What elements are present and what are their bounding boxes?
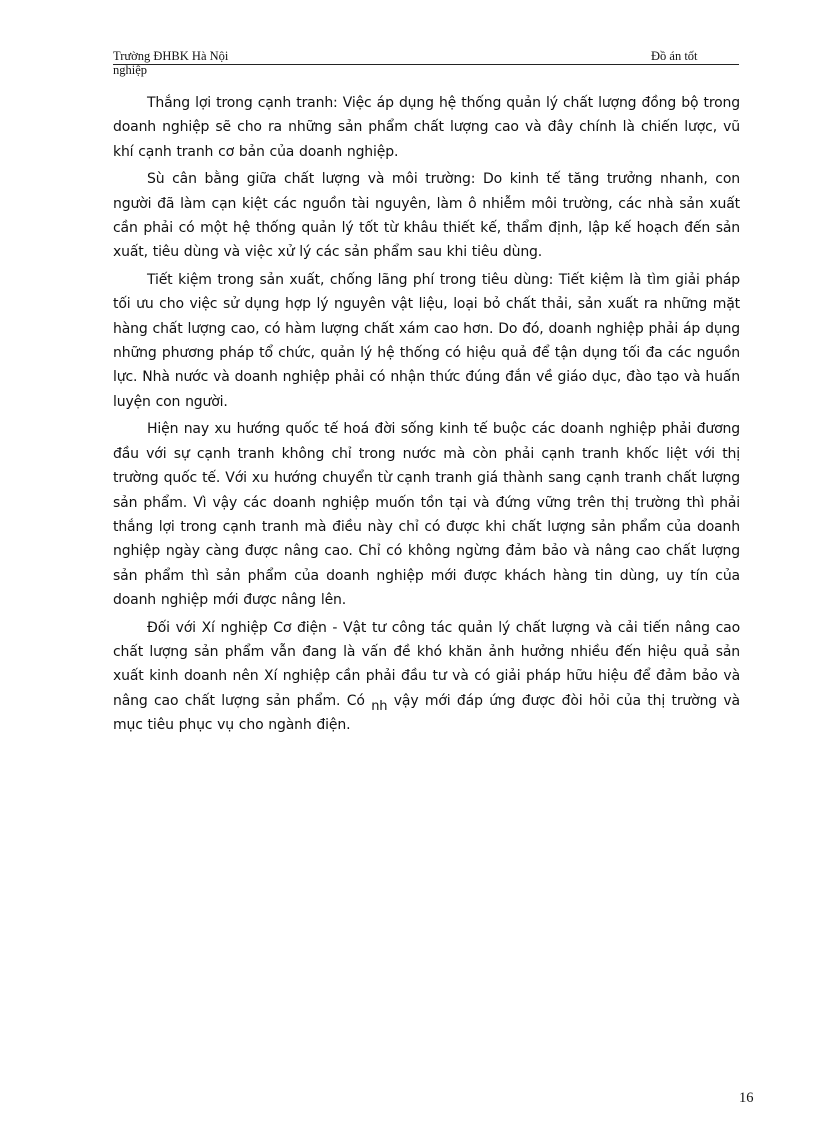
subscript-text: nh	[371, 698, 388, 714]
document-body	[113, 91, 740, 741]
paragraph: Thắng lợi trong cạnh tranh: Việc áp dụng hệ thống quản lý chất lượng đồng bộ trong doanh nghiệp sẽ cho ra những sản phẩm chất lượng cao và đây chính là chiến lược, vũ khí cạnh tranh cơ bản của doanh nghiệp.	[113, 95, 740, 160]
header-school-cont: nghiệp	[113, 63, 148, 77]
header-doc-type: Đồ án tốt	[651, 49, 698, 63]
header-school-name: Trường ĐHBK Hà Nội	[113, 49, 229, 63]
paragraph: Sù cân bằng giữa chất lượng và môi trường: Do kinh tế tăng trưởng nhanh, con người đã làm cạn kiệt các nguồn tài nguyên, làm ô nhiễm môi trường, các nhà sản xuất cần phải có một hệ thống quản lý tốt từ khâu thiết kế, thẩm định, lập kế hoạch đến sản xuất, tiêu dùng và việc xử lý các sản phẩm sau khi tiêu dùng.	[113, 171, 740, 261]
paragraph-last-after: vậy mới đáp ứng được đòi hỏi của thị trường và mục tiêu phục vụ cho ngành điện.	[113, 692, 740, 734]
page-number: 16	[739, 1090, 754, 1106]
paragraph-last-before: Đối với Xí nghiệp Cơ điện - Vật tư công tác quản lý chất lượng và cải tiến nâng cao chất lượng sản phẩm vẫn đang là vấn đề khó khăn ảnh hưởng nhiều đến hiệu quả sản xuất kinh doanh nên Xí nghiệp cần phải đầu tư và có giải pháp hữu hiệu để đảm bảo và nâng cao chất lượng sản phẩm. Có	[113, 619, 740, 709]
paragraph: Tiết kiệm trong sản xuất, chống lãng phí trong tiêu dùng: Tiết kiệm là tìm giải pháp tối ưu cho việc sử dụng hợp lý nguyên vật liệu, loại bỏ chất thải, sản xuất ra những mặt hàng chất lượng cao, có hàm lượng chất xám cao hơn. Do đó, doanh nghiệp phải áp dụng những phương pháp tổ chức, quản lý hệ thống có hiệu quả để tận dụng tối đa các nguồn lực. Nhà nước và doanh nghiệp phải có nhận thức đúng đắn về giáo dục, đào tạo và huấn luyện con người.	[113, 271, 740, 410]
header-divider	[113, 64, 739, 65]
page-header	[113, 49, 739, 79]
paragraph: Hiện nay xu hướng quốc tế hoá đời sống kinh tế buộc các doanh nghiệp phải đương đầu với sự cạnh tranh không chỉ trong nước mà còn phải cạnh tranh khốc liệt với thị trường quốc tế. Với xu hướng chuyển từ cạnh tranh giá thành sang cạnh tranh chất lượng sản phẩm. Vì vậy các doanh nghiệp muốn tồn tại và đứng vững trên thị trường thì phải thắng lợi trong cạnh tranh mà điều này chỉ có được khi chất lượng sản phẩm của doanh nghiệp ngày càng được nâng cao. Chỉ có không ngừng đảm bảo và nâng cao chất lượng sản phẩm thì sản phẩm của doanh nghiệp mới được khách hàng tin dùng, uy tín của doanh nghiệp mới được nâng lên.	[113, 421, 740, 609]
header-school	[113, 49, 313, 77]
paragraph-last	[113, 616, 740, 738]
